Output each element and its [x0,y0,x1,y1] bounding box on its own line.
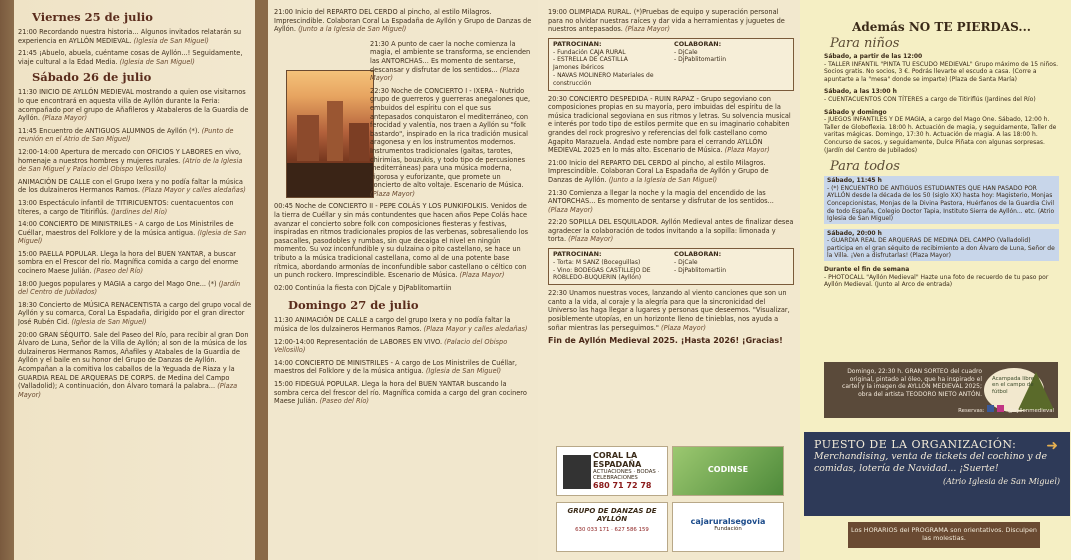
logo-cajarural: cajaruralsegovia Fundación [672,502,784,552]
event-olimpiada: 19:00 OLIMPIADA RURAL. (*)Pruebas de equipo y superación personal para no olvidar nuestras raíces y dar vida a herramientas y juguetes de nuestros antepasados. (Plaza Mayor) [548,8,785,34]
saturday-events [18,88,252,399]
highlights-heading: Además NO TE PIERDAS... [852,20,1031,34]
event-item: 14:00 CONCIERTO DE MINISTRILES - A cargo de Los Ministriles de Cuéllar, maestros del Folklore y de la música antigua. (Iglesia de San Miguel) [18,220,247,246]
highlight-item: Sábado, a partir de las 12:00 - TALLER INFANTIL "PINTA TU ESCUDO MEDIEVAL" Grupo máximo de 15 niños. Socios gratis. No socios, 3 €. Podrás llevarte el escudo a casa. (Corre a apuntarte a la "mesa" donde se imparte) (Plaza de Santa María) [824,53,1058,83]
event-item: 12:00-14:00 Apertura de mercado con OFICIOS Y LABORES en vivo, homenaje a nuestros hombres y mujeres rurales. (Atrio de la Iglesia de San Miguel y Palacio del Obispo Vellosillo) [18,147,243,174]
camping-badge: Acampada libre en el campo de fútbol [984,366,1054,414]
sunday-events [274,316,532,405]
panel-saturday-night-sunday [268,0,538,560]
event-ruin-rapaz: 20:30 CONCIERTO DESPEDIDA - RUIN RAPAZ - Grupo segoviano con composiciones propias en su mayoría, pero imbuidas del espíritu de la música tradicional segoviana en sus ritmos y letras. Su solvencia musical e interés por todo tipo de estilos permite que en su imaginario cohabiten grandes del rock progresivo y referencias del folk castellano como Agapito Marazuela. Andad este nombre para el cerrando AYLLÓN MEDIEVAL 2025 en lo más alto. Escenario de Música. (Plaza Mayor) [548,94,791,155]
kids-list [824,53,1059,154]
booth-location: (Atrio Iglesia de San Miguel) [942,477,1060,486]
social-links[interactable]: Reservas: @ayllonmedieval [958,405,1054,416]
event-item: 22:30 Noche de CONCIERTO I - IXERA - Nutrido grupo de guerreros y guerreras anegalones que, embuidos del espíritu con el que sus antepasados conquistaron el mediterráneo, con ferocidad y valentía, nos traen a Ayllón su "folk bastardo", inspirado en la rica tradición musical aragonesa y en los instrumentos modernos. Instrumentos tradicionales (gaitas, tarotes, chirimías, bouzukis, y todo tipo de percusiones mediterráneas) para una música moderna, vigorosa y euforizante, que promete un concierto de alto voltaje. Escenario de Música. (Plaza Mayor) [370,86,531,198]
subheading-all: Para todos [830,159,900,175]
finale-text: Fin de Ayllón Medieval 2025. ¡Hasta 2026! ¡Gracias! [548,336,783,346]
arrow-icon: ➜ [1046,438,1058,454]
friday-events [18,28,252,66]
sponsor-line: - DjCale [674,48,698,56]
event-item: 02:00 Continúa la fiesta con DjCale y DjPablitomartiin [274,283,452,292]
raffle-text: Domingo, 22:30 h. GRAN SORTEO del cuadro original, pintado al óleo, que ha inspirado el cartel y la imagen de AYLLÓN MEDIEVAL 2025; obra del artista TEODORO NIETO ANTÓN. [842,368,982,398]
event-item: 21:30 A punto de caer la noche comienza la magia, el ambiente se transforma, se encienden las ANTORCHAS... Es momento de sentarse, descansar y disfrutar de los sentidos... (Plaza Mayor) [370,39,531,83]
highlight-item: Sábado, 11:45 h - (*) ENCUENTRO DE ANTIGUOS ESTUDIANTES QUE HAN PASADO POR AYLLÓN desde la década de los 50 (siglo XX) hasta hoy: Magisterio, Monjas Concepcionistas, Monjas de la Divina Pastora, Huérfanos de la Guardia Civil de todo España, Colegio Doctor Tapia, Instituto Sierra de Ayllón... etc. (Atrio Iglesia de San Miguel) [824,176,1059,224]
event-item: 15:00 PAELLA POPULAR. Llega la hora del BUEN YANTAR, a buscar sombra en el Frescor del río. Magnífica comida a cargo del enorme cocinero Maese Julián. (Paseo del Río) [18,249,239,276]
sponsor-line: - DjPablitomartiin [674,56,727,64]
sponsor-line: Jamones ibéricos [553,64,604,72]
sponsor-line: - DjPablitomartiin [674,266,727,274]
highlight-item: Sábado, 20:00 h - GUARDIA REAL DE ARQUERAS DE MEDINA DEL CAMPO (Valladolid) participa en el gran séquito de recibimiento a don Álvaro de Luna, Señor de la Villa. ¡Ven a disfrutarlas! (Plaza Mayor) [824,229,1059,261]
event-item: 12:00-14:00 Representación de LABORES EN VIVO. (Palacio del Obispo Vellosillo) [274,337,508,355]
event-item: 00:45 Noche de CONCIERTO II - PEPE COLÁS Y LOS PUNKIFOLKIS. Venidos de la tierra de Cuéllar y sin más contundentes que hacen años Pepe Colás hace avanzar el concierto sobre folk con composiciones fiesteras y festivas, inspiradas en ritmos tradicionales propios de las verbenas, sobresaliendo los pasacalles, pasodobles y rumbas, sin que decaiga el nivel en ningún momento. Su voz inconfundible y su dulzaina o pito castellano, se hace un tributo a la música tradicional castellana, como al de una potente base rítmica, abordando armonías de inconfundible sabor castellano o céltico con un punch rockero. Imprescindible. Escenario de Música. (Plaza Mayor) [274,202,529,280]
booth-title: PUESTO DE LA ORGANIZACIÓN: [814,438,1017,451]
castle-icon [563,455,591,489]
event-item: 11:30 ANIMACIÓN DE CALLE a cargo del grupo Ixera y no podía faltar la música de los dulzaineros Hermanos Ramos. (Plaza Mayor y calles aledañas) [274,316,528,333]
day-heading-friday: Viernes 25 de julio [32,10,153,24]
highlight-item: Sábado y domingo - JUEGOS INFANTILES Y DE MAGIA, a cargo del Mago One. Sábado, 12:00 h. Taller de Globoflexia. 18:00 h. Actuación de magia, y seguidamente, Taller de varitas mágicas. Domingo, 17:30 h. Actuación de magia. A las 18:00 h. Concurso de sacos, y seguidamente, Dulce Piñata con algunas sorpresas. (Jardín del Centro de Jubilados) [824,108,1057,154]
sponsor-logos [556,446,790,556]
day-heading-sunday: Domingo 27 de julio [288,298,419,313]
logo-coral-espadana: CORAL LA ESPADAÑA ACTUACIONES · BODAS · CELEBRACIONES 680 71 72 78 [556,446,668,496]
logo-grupo-danzas: GRUPO DE DANZAS DE AYLLÓN 630 033 171 · 627 586 159 [556,502,668,552]
sponsor-box-2: PATROCINAN: - Torta: M SANZ (Boceguillas) - Vino: BODEGAS CASTILLEJO DE ROBLEDO-BUQUERIN (Ayllón) COLABORAN: - DjCale - DjPablitomartiin [548,248,794,285]
event-item: 11:30 INICIO DE AYLLÓN MEDIEVAL mostrando a quien ose visitarnos lo que encontrará en aquesta villa de Ayllón durante la Feria: acompañado por el grupo de Añafileros y Atabaleros de la Guardia de Ayllón. (Plaza Mayor) [18,88,249,123]
event-item: 21:00 Recordando nuestra historia... Algunos invitados relatarán su experiencia en AYLLÓN MEDIEVAL. (Iglesia de San Miguel) [18,28,242,45]
sponsor-line: - Fundación CAJA RURAL [553,48,626,56]
panel-sunday-evening [538,0,800,560]
sponsor-line: - Vino: BODEGAS CASTILLEJO DE ROBLEDO-BUQUERIN (Ayllón) [553,266,651,282]
sponsor-line: - NAVAS MOLINERO Materiales de construcción [553,71,654,87]
panel-friday-saturday [0,0,268,560]
logo-codinse: CODINSE [672,446,784,496]
sponsor-line: - DjCale [674,258,698,266]
event-item: 20:00 GRAN SÉQUITO. Sale del Paseo del Río, para recibir al gran Don Álvaro de Luna, Señor de la Villa de Ayllón; al son de la música de los dulzaineros Hermanos Ramos, Añafiles y Atabales de la Guardia de Ayllón y el baile en su honor del Grupo de Danzas de Ayllón. Acompañan a la comitiva los caballos de la Yeguada de Riaza y la GUARDIA REAL DE ARQUERAS DE CORPS. de Medina del Campo (Valladolid); A continuación, don Álvaro tomará la palabra... (Plaza Mayor) [18,330,249,399]
highlights [824,10,1059,294]
event-item: 14:00 CONCIERTO DE MINISTRILES - A cargo de Los Ministriles de Cuéllar, maestros del Folklore y de la música antigua. (Iglesia de San Miguel) [274,358,517,376]
highlight-item: Sábado, a las 13:00 h - CUENTACUENTOS CON TÍTERES a cargo de Titiriflús (Jardines del Río) [824,88,1036,103]
event-reparto-cerdo: 21:00 Inicio del REPARTO DEL CERDO al pincho, al estilo Milagros. Imprescindible. Colaboran Coral La Espadaña de Ayllón y Grupo de Danzas de Ayllón. (Junto a la Iglesia de San Miguel) [548,158,769,184]
instagram-icon [997,405,1004,412]
event-item: 21:00 Inicio del REPARTO DEL CERDO al pincho, al estilo Milagros. Imprescindible. Colaboran Coral La Espadaña de Ayllón y Grupo de Danzas de Ayllón. (Junto a la Iglesia de San Miguel) [274,8,532,34]
event-item: 21:45 ¡Abuelo, abuela, cuéntame cosas de Ayllón...! Seguidamente, viaje cultural a la Edad Media. (Iglesia de San Miguel) [18,49,243,66]
event-item: 11:45 Encuentro de ANTIGUOS ALUMNOS de Ayllón (*). (Punto de reunión en el Atrio de San Miguel) [18,126,234,144]
column-1 [18,8,252,556]
day-heading-saturday: Sábado 26 de julio [32,70,152,85]
sponsor-box-1: PATROCINAN: - Fundación CAJA RURAL - ESTRELLA DE CASTILLA Jamones ibéricos - NAVAS MOLINERO Materiales de construcción COLABORAN: - DjCale - DjPablitomartiin [548,38,794,91]
organization-booth [804,432,1070,516]
event-canciones: 22:30 Unamos nuestras voces, lanzando al viento canciones que son un canto a la vida, al coraje y la alegría para que la sincronicidad del Universo las haga llegar a lugares y personas que deseemos. "Visualizar, posiblemente utopías, en un horizonte lleno de tinieblas, nos ayuda a soñar mientras las perseguimos." (Plaza Mayor) [548,289,790,332]
event-item: ANIMACIÓN DE CALLE con el Grupo Ixera y no podía faltar la música de los dulzaineros Hermanos Ramos. (Plaza Mayor y calles aledañas) [18,177,246,195]
all-list [824,176,1059,289]
subheading-kids: Para niños [830,36,900,51]
highlight-item: Durante el fin de semana - PHOTOCALL "Ayllón Medieval" Hazte una foto de recuerdo de tu paso por Ayllón Medieval. (Junto al Arco de entrada) [824,266,1049,289]
event-sopilla: 22:20 SOPILLA DEL ESQUILADOR. Ayllón Medieval antes de finalizar desea agradecer la colaboración de todos invitando a la sopilla: limonada y torta. (Plaza Mayor) [548,218,794,244]
schedule-note: Los HORARIOS del PROGRAMA son orientativos. Disculpen las molestias. [848,522,1040,548]
column-2 [274,8,532,556]
column-3 [548,8,794,442]
event-item: 15:00 FIDEGUÁ POPULAR. Llega la hora del BUEN YANTAR buscando la sombra cerca del frescor del río. Magnífica comida a cargo del gran cocinero Maese Julián. (Paseo del Río) [274,379,527,406]
event-item: 18:30 Concierto de MÚSICA RENACENTISTA a cargo del grupo vocal de Ayllón y su comarca, Coral La Espadaña, dirigido por el gran director José Rubén Cid. (Iglesia de San Miguel) [18,300,252,327]
sponsor-line: - Torta: M SANZ (Boceguillas) [553,258,641,266]
raffle-box [824,362,1058,418]
facebook-icon [987,405,994,412]
booth-text: Merchandising, venta de tickets del cochino y de comidas, lotería de Navidad... ¡Suerte! [814,451,1048,474]
event-item: 13:00 Espectáculo infantil de TITIRICUENTOS: cuentacuentos con títeres, a cargo de Titiriflús. (Jardines del Río) [18,198,234,216]
sponsor-line: - ESTRELLA DE CASTILLA [553,56,628,64]
saturday-night-events [274,8,532,292]
event-item: 18:00 Juegos populares y MAGIA a cargo del Mago One... (*) (Jardín del Centro de Jubilados) [18,279,241,297]
panel-no-te-pierdas [800,0,1071,560]
event-antorchas: 21:30 Comienza a llegar la noche y la magia del encendido de las ANTORCHAS... Es momento de sentarse y disfrutar de los sentidos... (Plaza Mayor) [548,188,774,214]
